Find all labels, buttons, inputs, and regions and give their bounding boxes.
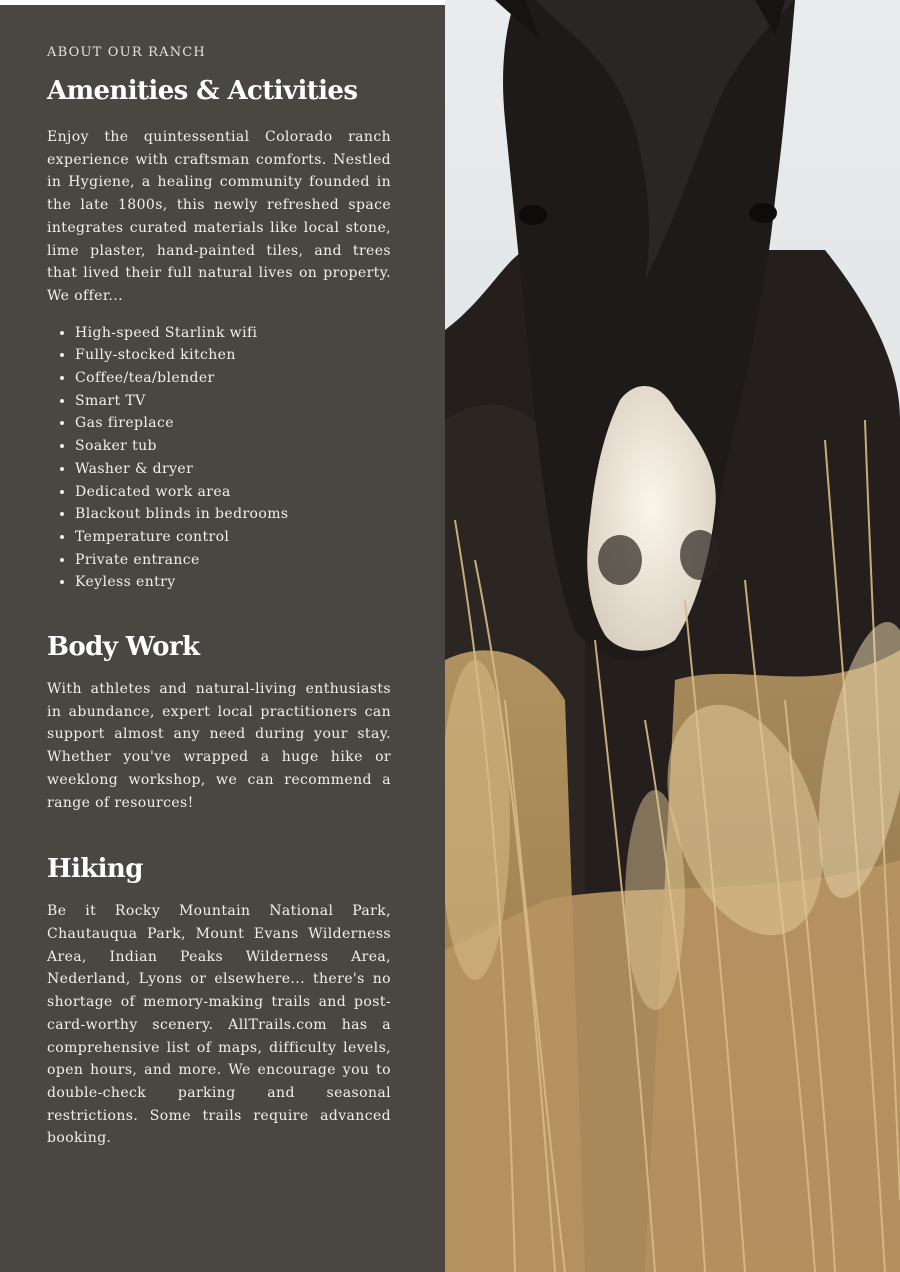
list-item: • Gas fireplace — [75, 412, 391, 435]
hiking-heading: Hiking — [47, 854, 143, 885]
amenities-heading: Amenities & Activities — [47, 76, 358, 106]
section-eyebrow: ABOUT OUR RANCH — [47, 45, 206, 60]
hiking-text: Be it Rocky Mountain National Park, Chautauqua Park, Mount Evans Wilderness Area, Indian Peaks Wilderness Area, Nederland, Lyons or elsewhere... there's no shortage of memory-making trails and post-card-worthy scenery. AllTrails.com has a comprehensive list of maps, difficulty levels, open hours, and more. We encourage you to double-check parking and seasonal restrictions. Some trails require advanced booking. — [47, 903, 391, 1147]
list-item: • Washer & dryer — [75, 458, 391, 481]
list-item: • Coffee/tea/blender — [75, 367, 391, 390]
horse-image — [445, 0, 900, 1272]
list-item: • High-speed Starlink wifi — [75, 322, 391, 345]
list-item: • Blackout blinds in bedrooms — [75, 503, 391, 526]
list-item: • Keyless entry — [75, 571, 391, 594]
list-item: • Temperature control — [75, 526, 391, 549]
horse-photo — [445, 0, 900, 1272]
list-item: • Soaker tub — [75, 435, 391, 458]
list-item: • Dedicated work area — [75, 481, 391, 504]
bodywork-text: With athletes and natural-living enthusiasts in abundance, expert local practitioners can support almost any need during your stay. Whether you've wrapped a huge hike or weeklong workshop, we can recommend a range of resources! — [47, 681, 391, 811]
bodywork-heading: Body Work — [47, 632, 200, 663]
amenities-list — [47, 322, 391, 594]
text-panel — [0, 5, 445, 1272]
panel-content — [47, 45, 391, 1150]
amenities-intro: Enjoy the quintessential Colorado ranch experience with craftsman comforts. Nestled in Hygiene, a healing community founded in the late 1800s, this newly refreshed space integrates curated materials like local stone, lime plaster, hand-painted tiles, and trees that lived their full natural lives on property. We offer... — [47, 129, 391, 304]
list-item: • Smart TV — [75, 390, 391, 413]
list-item: • Fully-stocked kitchen — [75, 344, 391, 367]
list-item: • Private entrance — [75, 549, 391, 572]
